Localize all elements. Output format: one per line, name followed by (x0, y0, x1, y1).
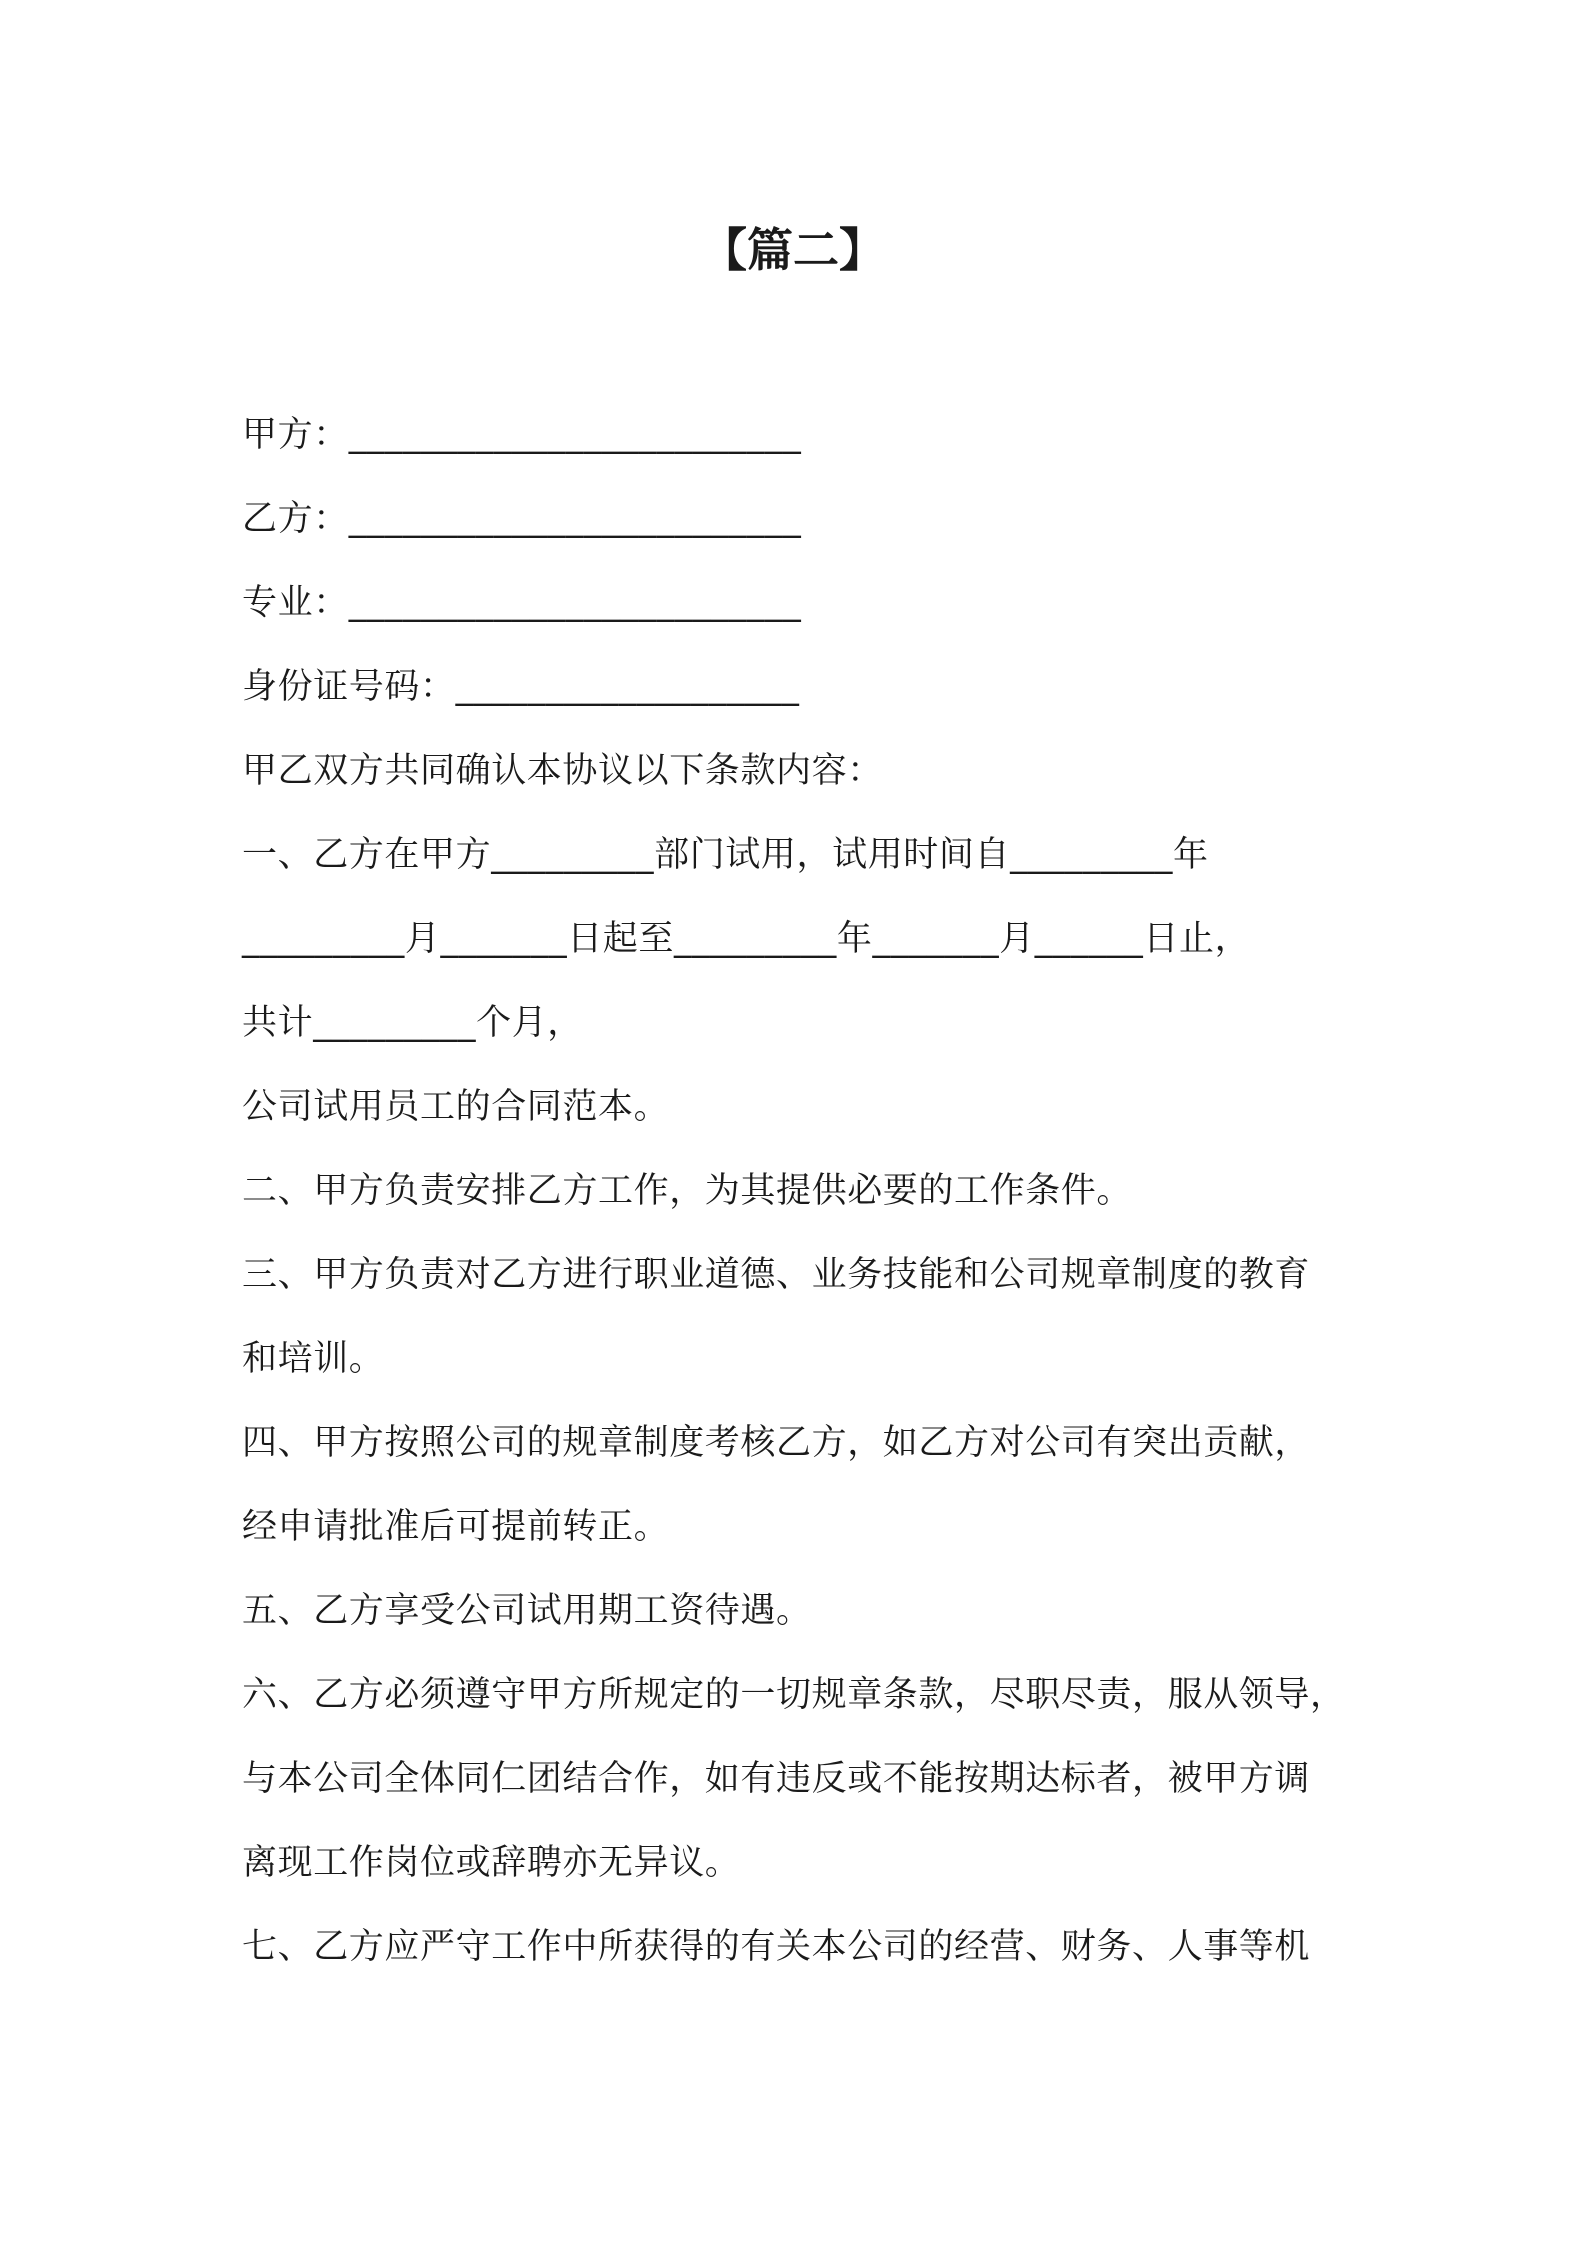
party-a-line: 甲方：_________________________ (242, 415, 802, 455)
clause-line: 七、乙方应严守工作中所获得的有关本公司的经营、财务、人事等机 (242, 1927, 1311, 1967)
id-number-line: 身份证号码：___________________ (242, 667, 800, 707)
clause-line: 一、乙方在甲方_________部门试用，试用时间自_________年 (242, 835, 1209, 875)
document-title: 【篇二】 (701, 223, 885, 277)
party-b-line: 乙方：_________________________ (242, 499, 802, 539)
clause-line: 共计_________个月， (242, 1003, 583, 1043)
clause-line: 公司试用员工的合同范本。 (242, 1087, 670, 1127)
clause-line: 与本公司全体同仁团结合作，如有违反或不能按期达标者，被甲方调 (242, 1759, 1311, 1799)
clause-line: 经申请批准后可提前转正。 (242, 1507, 670, 1547)
clause-line: _________月_______日起至_________年_______月______日止， (242, 919, 1251, 959)
clause-line: 五、乙方享受公司试用期工资待遇。 (242, 1591, 812, 1631)
clause-line: 二、甲方负责安排乙方工作，为其提供必要的工作条件。 (242, 1171, 1133, 1211)
clause-line: 六、乙方必须遵守甲方所规定的一切规章条款，尽职尽责，服从领导， (242, 1675, 1346, 1715)
clause-line: 和培训。 (242, 1339, 385, 1379)
intro-line: 甲乙双方共同确认本协议以下条款内容： (242, 751, 883, 791)
clause-line: 离现工作岗位或辞聘亦无异议。 (242, 1843, 741, 1883)
clause-line: 三、甲方负责对乙方进行职业道德、业务技能和公司规章制度的教育 (242, 1255, 1311, 1295)
clause-line: 四、甲方按照公司的规章制度考核乙方，如乙方对公司有突出贡献， (242, 1423, 1311, 1463)
major-line: 专业：_________________________ (242, 583, 802, 623)
